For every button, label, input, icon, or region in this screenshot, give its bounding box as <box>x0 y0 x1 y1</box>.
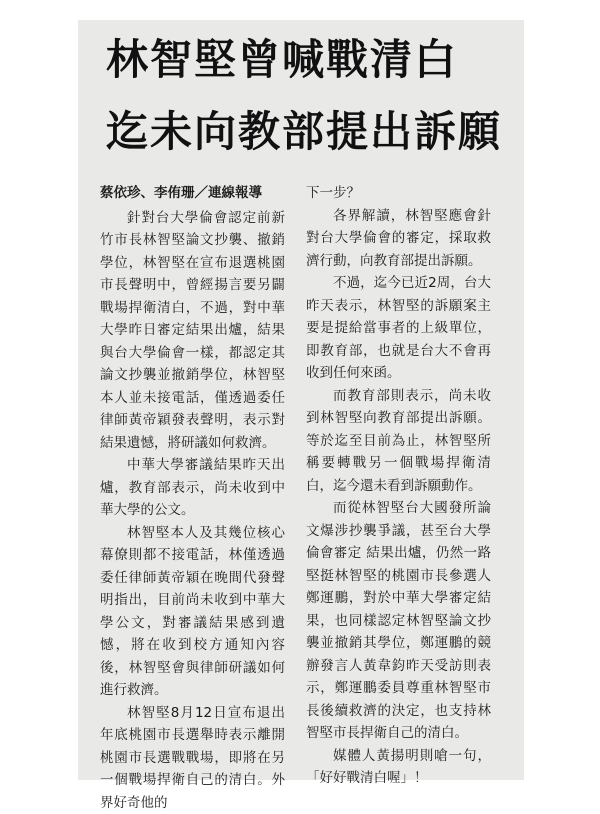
paragraph: 媒體人黃揚明則嗆一句，「好好戰清白喔」！ <box>306 745 491 790</box>
paragraph: 林智堅本人及其幾位核心幕僚則都不接電話，林僅透過委任律師黃帝穎在晚間代發聲明指出，目前尚未收到中華大學公文，對審議結果感到遺憾，將在收到校方通知內容後，林智堅會與律師研議如何進行救濟。 <box>100 522 285 702</box>
paragraph-continuation: 下一步？ <box>306 182 491 205</box>
article-column-left <box>100 182 285 814</box>
headline-line-2: 迄未向教部提出訴願 <box>106 106 506 158</box>
paragraph: 不過，迄今已近2周，台大昨天表示，林智堅的訴願案主要是提給當事者的上級單位，即教育部，也就是台大不會再收到任何來函。 <box>306 272 491 385</box>
byline: 蔡依珍、李侑珊／連線報導 <box>100 182 285 205</box>
headline-line-1: 林智堅曾喊戰清白 <box>106 34 506 86</box>
paragraph: 中華大學審議結果昨天出爐，教育部表示，尚未收到中華大學的公文。 <box>100 454 285 522</box>
article-column-right <box>306 182 491 790</box>
paragraph: 而教育部則表示，尚未收到林智堅向教育部提出訴願。等於迄至目前為止，林智堅所稱要轉戰另一個戰場捍衛清白，迄今還未看到訴願動作。 <box>306 385 491 498</box>
paragraph: 林智堅8月12日宣布退出年底桃園市長選舉時表示離開桃園市長選戰戰場，即將在另一個戰場捍衛自己的清白。外界好奇他的 <box>100 702 285 814</box>
paragraph: 而從林智堅台大國發所論文爆涉抄襲爭議，甚至台大學倫會審定 結果出爐，仍然一路堅挺林智堅的桃園市長參選人鄭運鵬，對於中華大學審定結果，也同樣認定林智堅論文抄襲並撤銷其學位，鄭運鵬的競辦發言人黃韋鈞昨天受訪則表示，鄭運鵬委員尊重林智堅市長後續救濟的決定，也支持林智堅市長捍衛自己的清白。 <box>306 497 491 745</box>
paragraph: 針對台大學倫會認定前新竹市長林智堅論文抄襲、撤銷學位，林智堅在宣布退選桃園市長聲明中，曾經揚言要另闢戰場捍衛清白，不過，對中華大學昨日審定結果出爐，結果與台大學倫會一樣，都認定其論文抄襲並撤銷學位，林智堅本人並未接電話，僅透過委任律師黃帝穎發表聲明，表示對結果遺憾，將研議如何救濟。 <box>100 207 285 455</box>
newspaper-clipping <box>78 20 524 780</box>
paragraph: 各界解讀，林智堅應會針對台大學倫會的審定，採取救濟行動，向教育部提出訴願。 <box>306 205 491 273</box>
